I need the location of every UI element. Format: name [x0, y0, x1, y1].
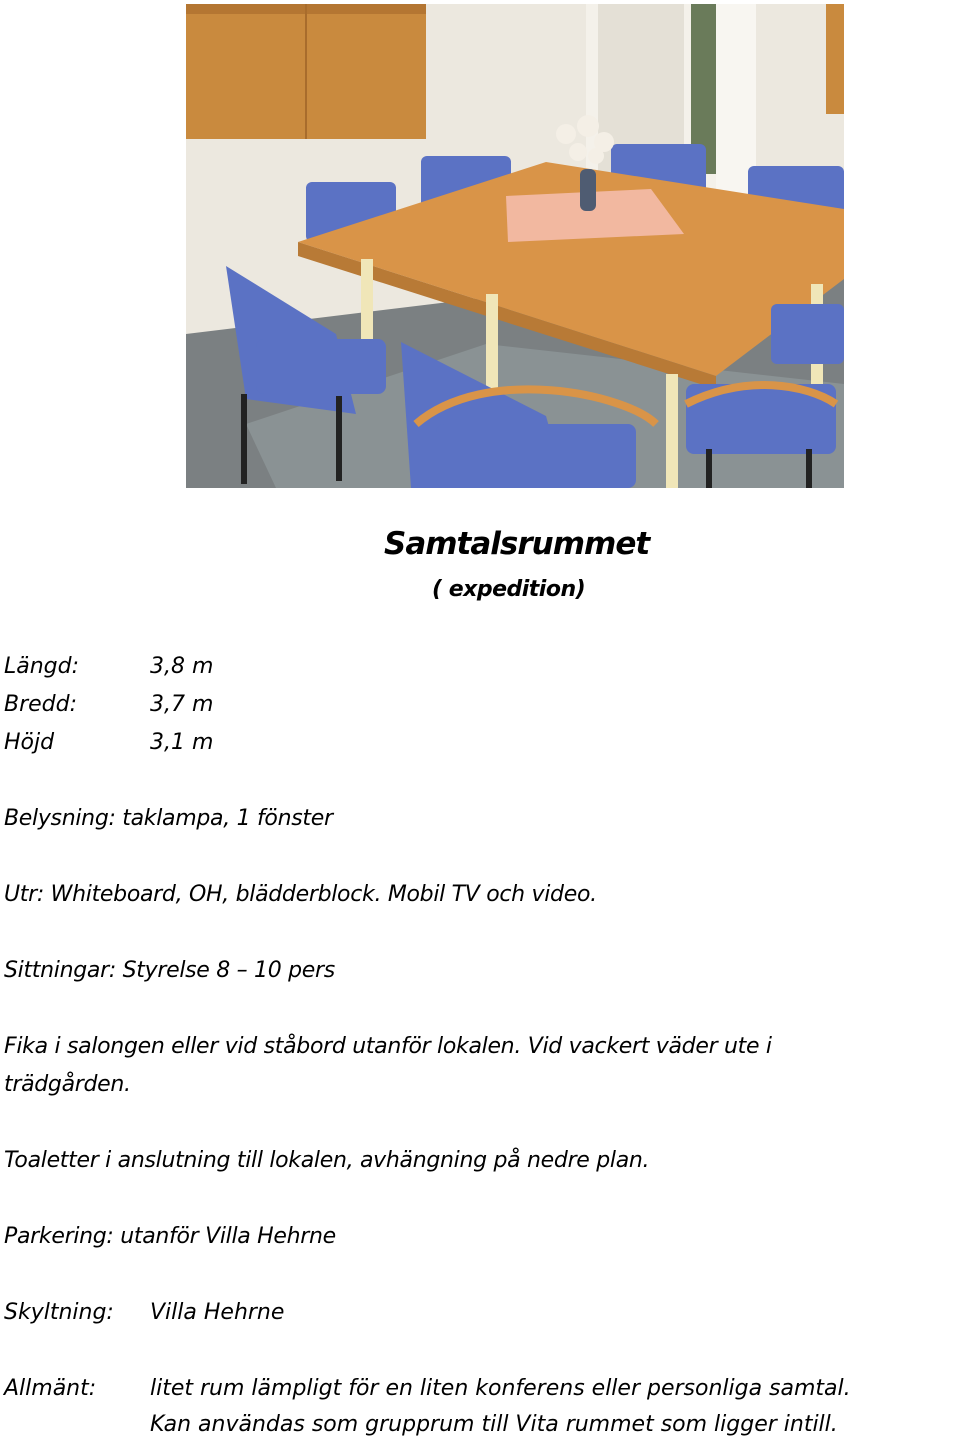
page-title: Samtalsrummet — [384, 526, 650, 562]
general-line-2: Kan användas som grupprum till Vita rummet som ligger intill. — [150, 1412, 838, 1437]
equipment-line: Utr: Whiteboard, OH, blädderblock. Mobil TV och video. — [4, 882, 597, 907]
page-subtitle: ( expedition) — [432, 577, 586, 602]
length-label: Längd: — [4, 654, 80, 679]
signage-label: Skyltning: — [4, 1300, 114, 1325]
parking-line: Parkering: utanför Villa Hehrne — [4, 1224, 336, 1249]
conference-room-photo — [186, 4, 844, 488]
height-value: 3,1 m — [150, 730, 214, 755]
general-line-1: litet rum lämpligt för en liten konferens eller personliga samtal. — [150, 1376, 851, 1401]
general-label: Allmänt: — [4, 1376, 97, 1401]
lighting-line: Belysning: taklampa, 1 fönster — [4, 806, 333, 831]
seating-line: Sittningar: Styrelse 8 – 10 pers — [4, 958, 335, 983]
coffee-line-1: Fika i salongen eller vid ståbord utanför lokalen. Vid vackert väder ute i — [4, 1034, 772, 1059]
signage-value: Villa Hehrne — [150, 1300, 285, 1325]
width-value: 3,7 m — [150, 692, 214, 717]
coffee-line-2: trädgården. — [4, 1072, 131, 1097]
toilets-line: Toaletter i anslutning till lokalen, avhängning på nedre plan. — [4, 1148, 650, 1173]
length-value: 3,8 m — [150, 654, 214, 679]
room-illustration — [186, 4, 844, 488]
height-label: Höjd — [4, 730, 55, 755]
width-label: Bredd: — [4, 692, 78, 717]
